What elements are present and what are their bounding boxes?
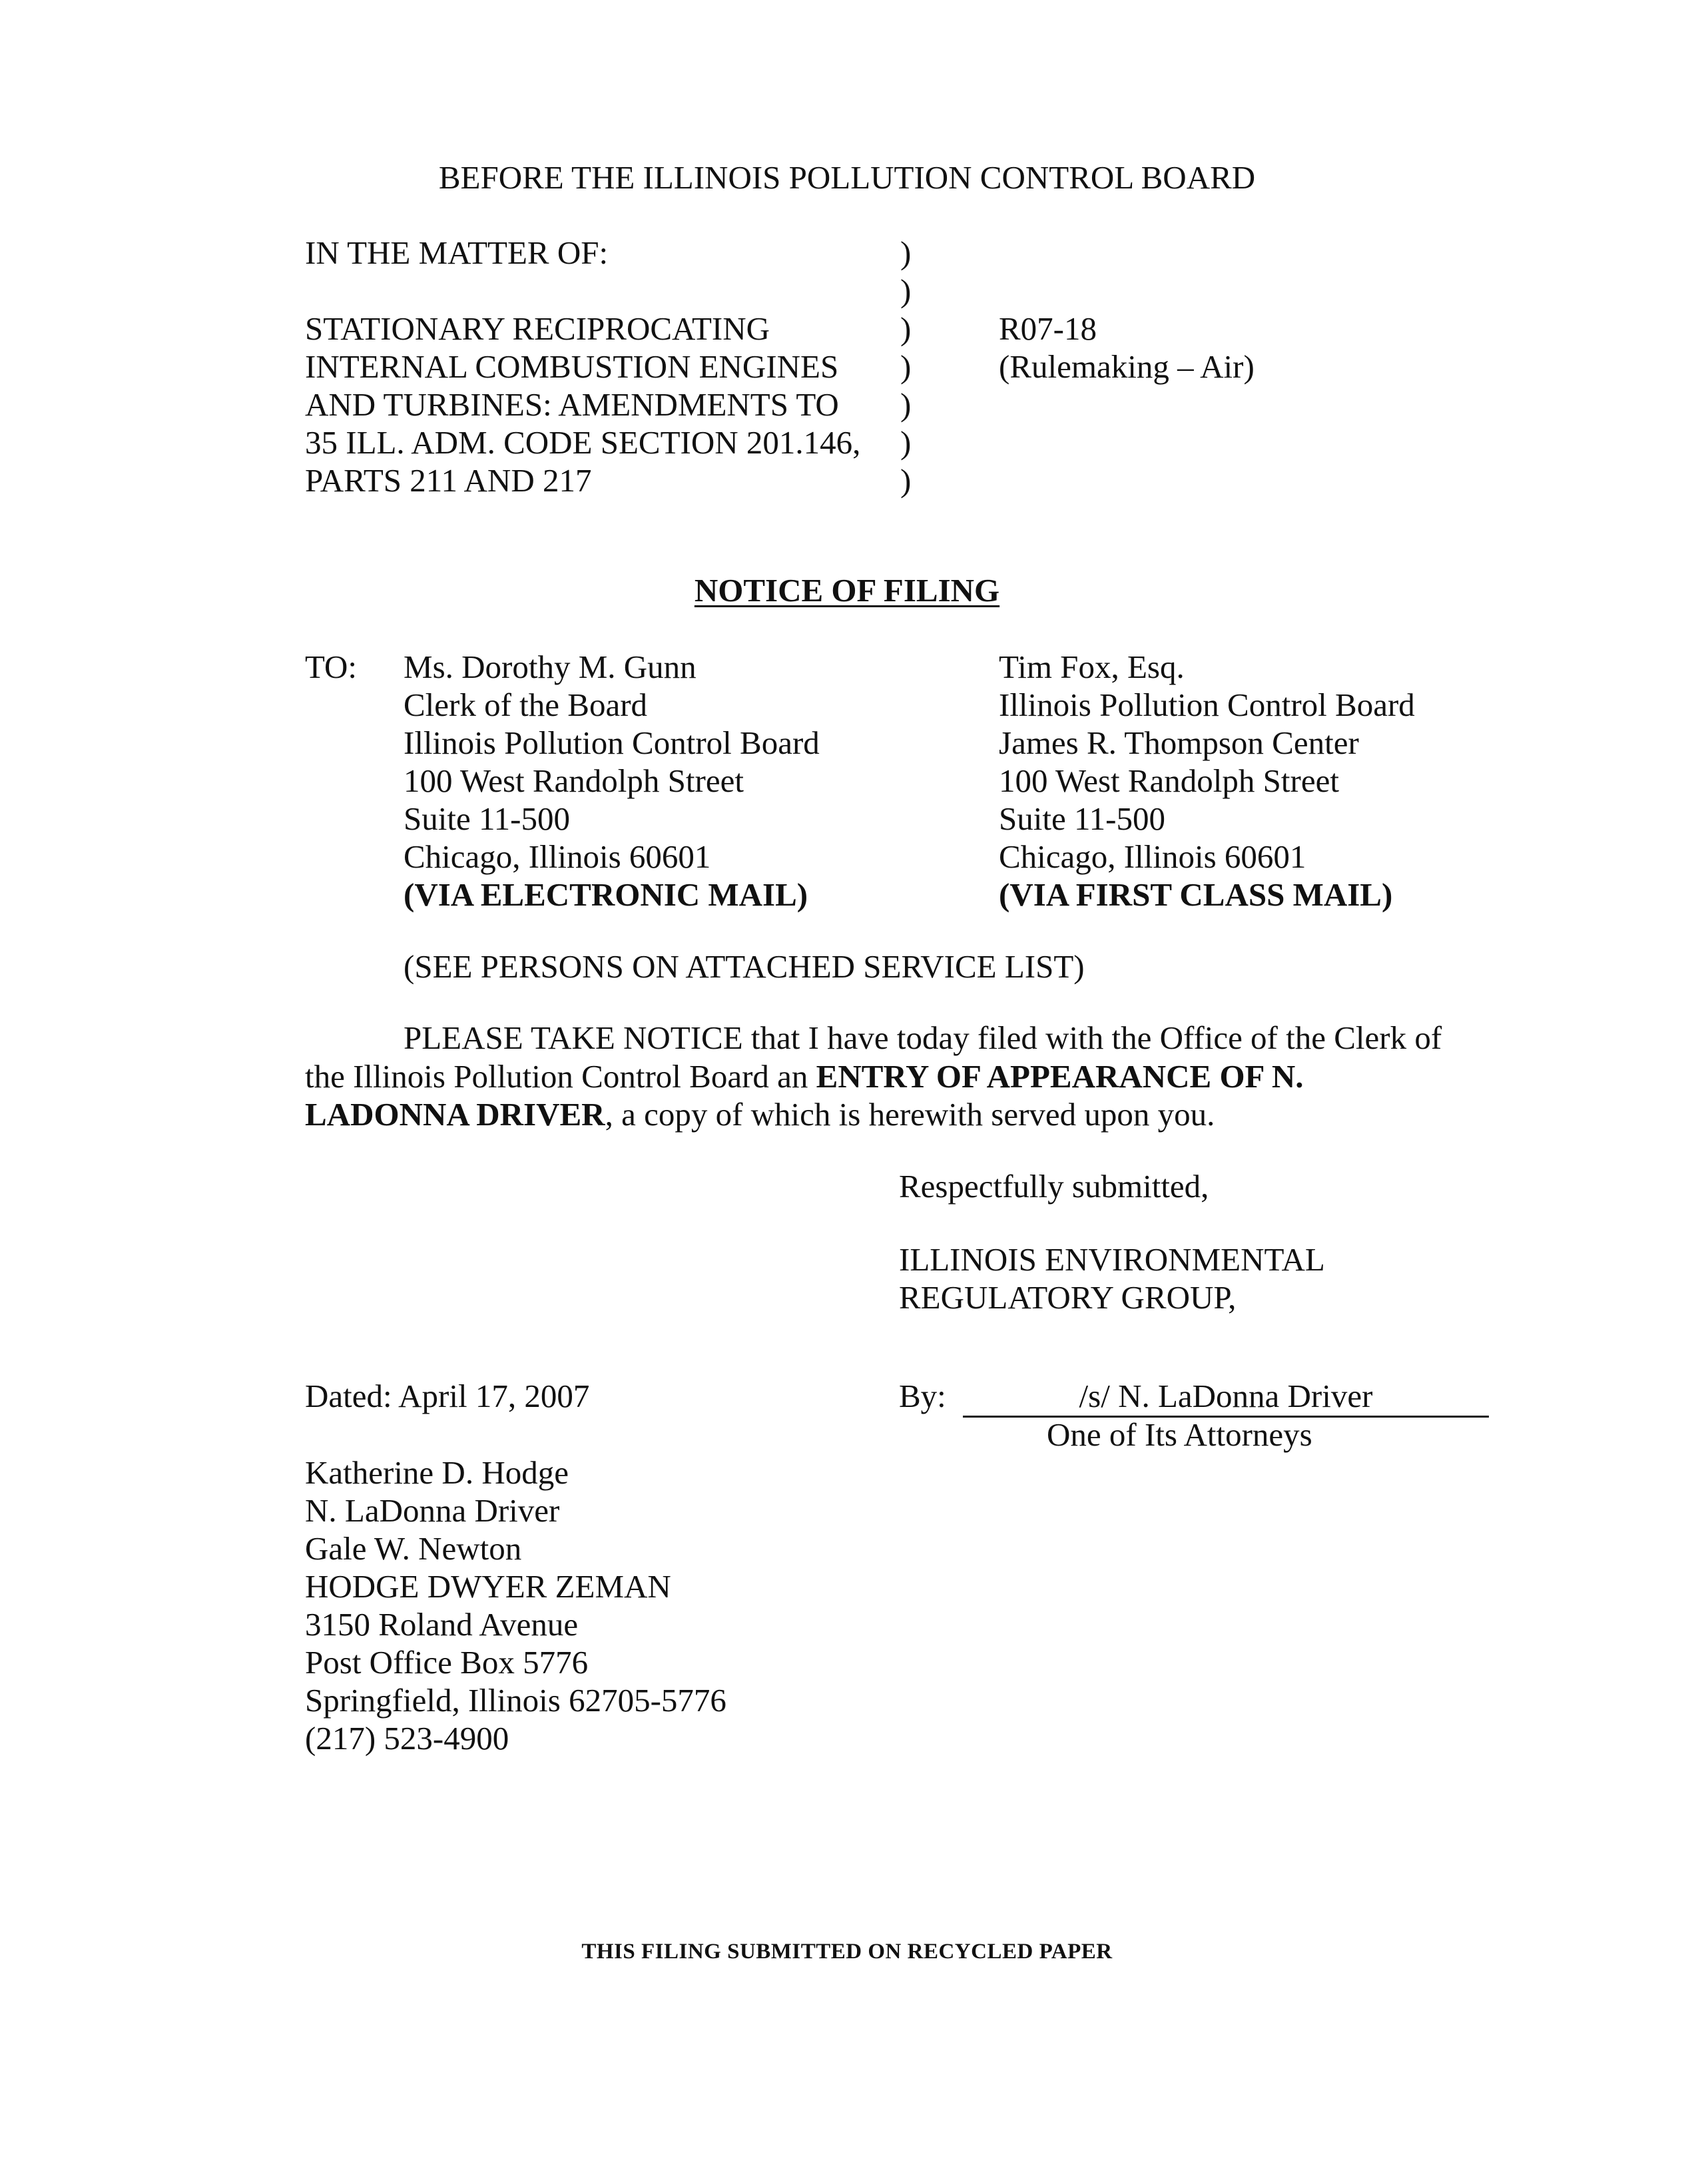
counsel-line: N. LaDonna Driver <box>305 1492 560 1529</box>
recycled-paper-note: THIS FILING SUBMITTED ON RECYCLED PAPER <box>581 1940 1113 1964</box>
matter-line: STATIONARY RECIPROCATING <box>305 310 770 347</box>
recipient-left <box>404 648 820 914</box>
notice-body-document: ENTRY OF APPEARANCE OF N. <box>816 1058 1304 1095</box>
recipient-left-line: Clerk of the Board <box>404 686 648 723</box>
notice-body-line-1: PLEASE TAKE NOTICE that I have today filed with the Office of the Clerk of <box>404 1019 1442 1056</box>
recipient-right <box>999 648 1415 914</box>
recipient-left-method: (VIA ELECTRONIC MAIL) <box>404 876 808 913</box>
organization-line: ILLINOIS ENVIRONMENTAL <box>899 1241 1325 1278</box>
notice-body-text: , a copy of which is herewith served upon you. <box>605 1096 1215 1133</box>
organization <box>899 1240 1325 1316</box>
caption-paren: ) <box>900 272 912 309</box>
caption-paren: ) <box>900 386 912 423</box>
recipient-right-line: 100 West Randolph Street <box>999 762 1339 799</box>
caption-paren-column <box>900 234 911 499</box>
counsel-line: Katherine D. Hodge <box>305 1454 569 1491</box>
matter-line: AND TURBINES: AMENDMENTS TO <box>305 386 839 423</box>
dated: Dated: April 17, 2007 <box>305 1378 590 1414</box>
caption-paren: ) <box>900 310 912 347</box>
counsel-line: (217) 523-4900 <box>305 1720 509 1757</box>
recipient-right-line: Chicago, Illinois 60601 <box>999 838 1306 875</box>
closing: Respectfully submitted, <box>899 1168 1209 1205</box>
counsel-line: Gale W. Newton <box>305 1530 522 1567</box>
docket-number: R07-18 <box>999 310 1097 347</box>
recipient-right-line: Tim Fox, Esq. <box>999 649 1185 685</box>
organization-line: REGULATORY GROUP, <box>899 1279 1237 1316</box>
notice-body-line-3 <box>305 1095 1215 1133</box>
service-list-note: (SEE PERSONS ON ATTACHED SERVICE LIST) <box>404 948 1085 985</box>
by-line <box>899 1377 946 1415</box>
docket-info <box>999 310 1255 386</box>
board-title: BEFORE THE ILLINOIS POLLUTION CONTROL BOARD <box>438 159 1256 196</box>
recipient-right-method: (VIA FIRST CLASS MAIL) <box>999 876 1393 913</box>
matter-line: PARTS 211 AND 217 <box>305 462 592 499</box>
recipient-left-line: Illinois Pollution Control Board <box>404 724 820 761</box>
notice-body-text: the Illinois Pollution Control Board an <box>305 1058 816 1095</box>
recipient-left-line: Ms. Dorothy M. Gunn <box>404 649 697 685</box>
matter-label: IN THE MATTER OF: <box>305 234 609 271</box>
signer-role: One of Its Attorneys <box>1047 1416 1312 1453</box>
caption-paren: ) <box>900 424 912 461</box>
counsel-line: 3150 Roland Avenue <box>305 1606 579 1643</box>
recipient-left-line: Suite 11-500 <box>404 800 570 837</box>
signer-name: /s/ N. LaDonna Driver <box>1079 1378 1373 1414</box>
counsel-block <box>305 1454 726 1757</box>
docket-type: (Rulemaking – Air) <box>999 348 1255 385</box>
recipient-left-line: 100 West Randolph Street <box>404 762 744 799</box>
counsel-line: HODGE DWYER ZEMAN <box>305 1568 671 1605</box>
matter-line: INTERNAL COMBUSTION ENGINES <box>305 348 839 385</box>
notice-title-text: NOTICE OF FILING <box>694 572 1000 609</box>
notice-title <box>0 571 1694 609</box>
matter-description <box>305 310 860 499</box>
to-label: TO: <box>305 649 358 685</box>
recipient-right-line: Suite 11-500 <box>999 800 1165 837</box>
by-label: By: <box>899 1378 946 1414</box>
caption-paren: ) <box>900 234 912 271</box>
notice-body-line-2 <box>305 1057 1304 1095</box>
recipient-right-line: James R. Thompson Center <box>999 724 1359 761</box>
notice-body-document: LADONNA DRIVER <box>305 1096 605 1133</box>
recipient-right-line: Illinois Pollution Control Board <box>999 686 1415 723</box>
caption-paren: ) <box>900 348 912 385</box>
counsel-line: Post Office Box 5776 <box>305 1644 589 1681</box>
signature-field <box>963 1380 1489 1418</box>
matter-line: 35 ILL. ADM. CODE SECTION 201.146, <box>305 424 861 461</box>
caption-paren: ) <box>900 462 912 499</box>
signature-line <box>963 1377 1489 1418</box>
counsel-line: Springfield, Illinois 62705-5776 <box>305 1682 726 1719</box>
recipient-left-line: Chicago, Illinois 60601 <box>404 838 711 875</box>
